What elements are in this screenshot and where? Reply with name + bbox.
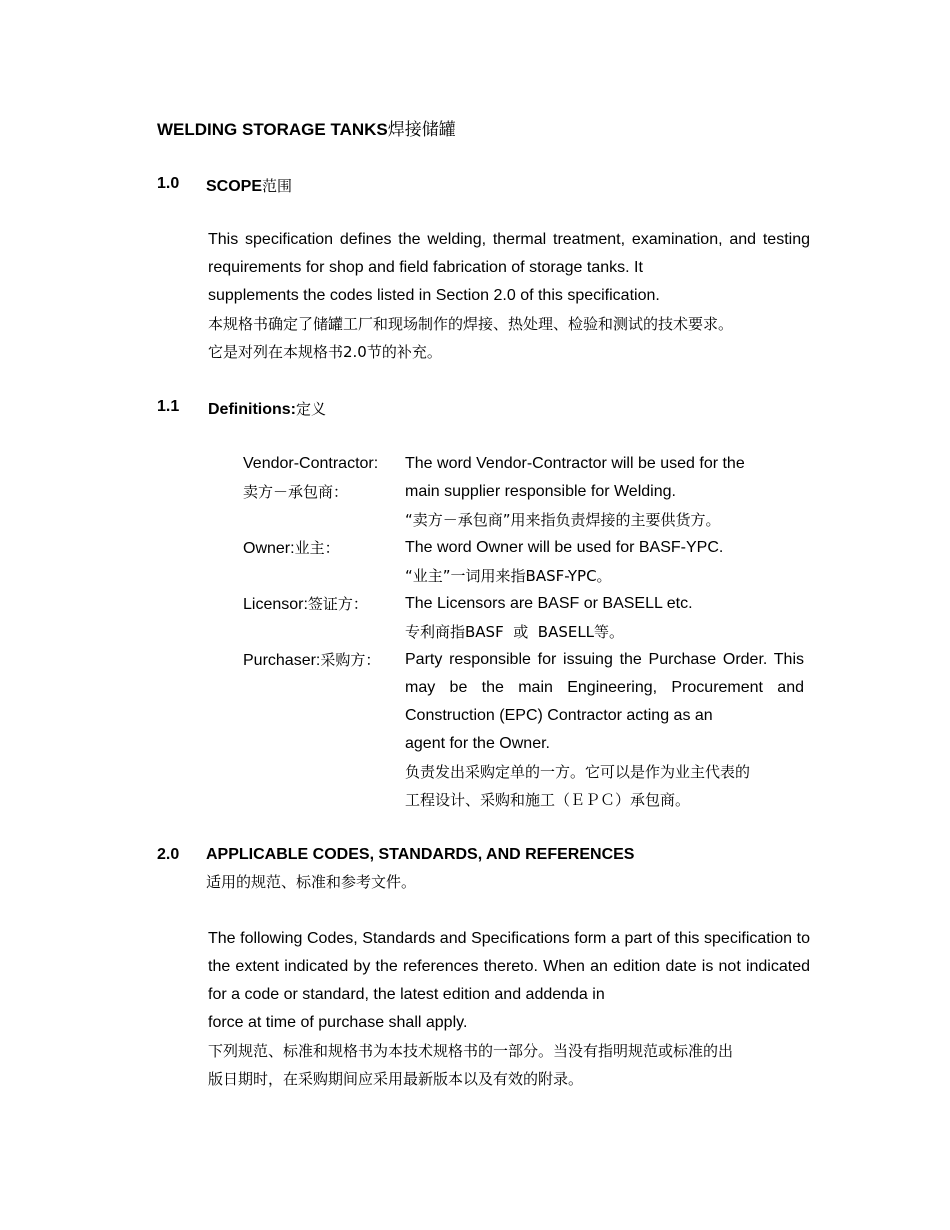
definition-desc-cn: 专利商指BASF 或 BASELL等。 (405, 623, 625, 641)
section-number: 2.0 (157, 846, 180, 863)
section-label-cn: 范围 (262, 177, 293, 195)
definition-desc-last: The Licensors are BASF or BASELL etc. (405, 595, 693, 612)
section-number: 1.1 (157, 398, 180, 415)
scope-paragraph-en: This specification defines the welding, thermal treatment, examination, and testing requirements for shop and field fabrication of storage tanks. It (208, 231, 810, 276)
section-label (208, 398, 326, 419)
definition-term: Vendor-Contractor: (243, 455, 379, 472)
section-label (206, 175, 292, 196)
section-label-en: APPLICABLE CODES, STANDARDS, AND REFERENCES (206, 846, 635, 863)
definition-desc-cn: “卖方－承包商”用来指负责焊接的主要供货方。 (405, 511, 721, 529)
definition-desc-cn: 工程设计、采购和施工（ＥＰＣ）承包商。 (405, 791, 691, 809)
scope-paragraph-cn-line: 它是对列在本规格书2.0节的补充。 (208, 343, 442, 361)
section-codes-heading (157, 846, 857, 868)
scope-paragraph-en-last: supplements the codes listed in Section 2.0 of this specification. (208, 287, 660, 304)
document-title-cn: 焊接储罐 (387, 120, 456, 140)
codes-paragraph-cn-line: 版日期时，在采购期间应采用最新版本以及有效的附录。 (208, 1070, 584, 1088)
section-definitions-heading (157, 398, 857, 420)
definition-desc-last: The word Owner will be used for BASF-YPC. (405, 539, 724, 556)
definition-desc: Party responsible for issuing the Purchase Order. This may be the main Engineering, Procurement and Construction (EPC) Contractor acting as an (405, 651, 804, 724)
definition-term-cn: 卖方－承包商： (243, 483, 349, 501)
scope-paragraph-cn-line: 本规格书确定了储罐工厂和现场制作的焊接、热处理、检验和测试的技术要求。 (208, 315, 734, 333)
definition-term: Licensor:签证方： (243, 595, 368, 613)
definition-desc-last: agent for the Owner. (405, 735, 550, 752)
document-title (157, 115, 456, 140)
section-scope-heading (157, 175, 857, 197)
section-number: 1.0 (157, 175, 180, 192)
section-label-en: Definitions: (208, 401, 296, 418)
section-label-en: SCOPE (206, 178, 263, 195)
document-title-en: WELDING STORAGE TANKS (157, 120, 388, 139)
codes-paragraph-en: The following Codes, Standards and Specifications form a part of this specification to the extent indicated by the references thereto. When an edition date is not indicated for a code or standard, the latest edition and addenda in (208, 930, 810, 1003)
definition-desc-cn: 负责发出采购定单的一方。它可以是作为业主代表的 (405, 763, 751, 781)
definition-term: Owner:业主： (243, 539, 340, 557)
definition-desc-last: main supplier responsible for Welding. (405, 483, 676, 500)
section-label-cn: 适用的规范、标准和参考文件。 (206, 873, 417, 891)
codes-paragraph-cn-line: 下列规范、标准和规格书为本技术规格书的一部分。当没有指明规范或标准的出 (208, 1042, 734, 1060)
section-label-cn: 定义 (296, 400, 327, 418)
definition-desc-cn: “业主”一词用来指BASF-YPC。 (405, 567, 612, 585)
definition-desc: The word Vendor-Contractor will be used for the (405, 455, 745, 472)
codes-paragraph-en-last: force at time of purchase shall apply. (208, 1014, 468, 1031)
definition-term: Purchaser:采购方： (243, 651, 381, 669)
